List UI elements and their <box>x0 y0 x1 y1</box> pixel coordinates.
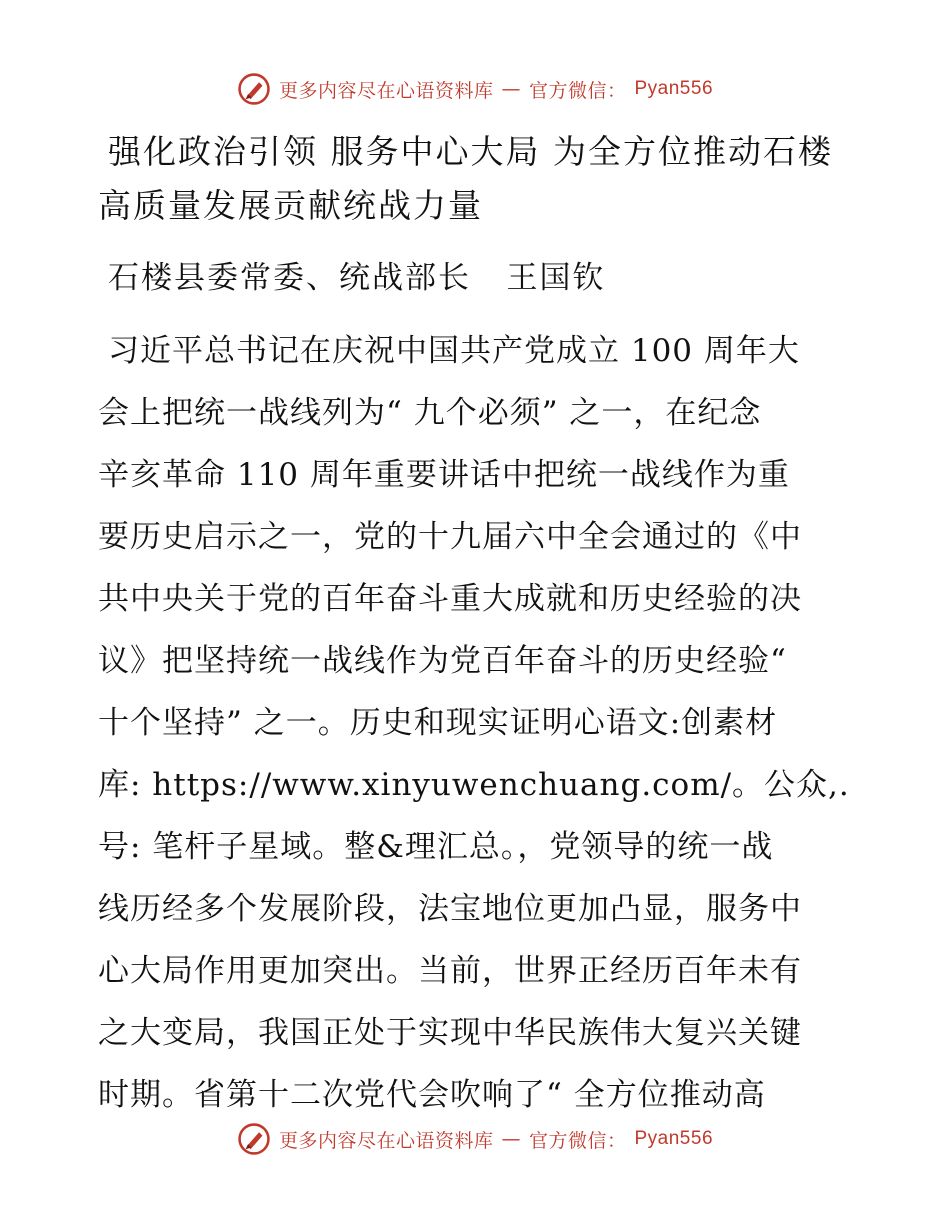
body-line: 号: 笔杆子星域。整&理汇总。，党领导的统一战 <box>98 829 774 865</box>
pen-logo-icon <box>237 1122 271 1156</box>
body-line: 要历史启示之一，党的十九届六中全会通过的《中 <box>98 519 802 555</box>
article-body <box>98 320 858 1126</box>
title-line-1: 强化政治引领 服务中心大局 为全方位推动石楼 <box>108 132 833 171</box>
author-byline: 石楼县委常委、统战部长 王国钦 <box>108 260 606 296</box>
banner-wechat-label: 官方微信： <box>528 79 627 102</box>
header-watermark-banner <box>0 72 950 106</box>
body-line: 十个坚持” 之一。历史和现实证明心语文:创素材 <box>98 705 778 741</box>
title-line-2: 高质量发展贡献统战力量 <box>98 186 483 225</box>
body-line: 习近平总书记在庆祝中国共产党成立 100 周年大 <box>108 333 800 369</box>
body-line: 辛亥革命 110 周年重要讲话中把统一战线作为重 <box>98 457 790 493</box>
body-line: 库: https://www.xinyuwenchuang.com/。公众,. <box>98 767 850 803</box>
banner-text: 更多内容尽在心语资料库 <box>278 1129 494 1152</box>
banner-wechat-label: 官方微信： <box>528 1129 627 1152</box>
body-line: 心大局作用更加突出。当前，世界正经历百年未有 <box>98 953 802 989</box>
article-title <box>98 125 858 233</box>
body-line: 会上把统一战线列为“ 九个必须” 之一，在纪念 <box>98 395 762 431</box>
body-line: 之大变局，我国正处于实现中华民族伟大复兴关键 <box>98 1015 802 1051</box>
footer-watermark-banner <box>0 1122 950 1156</box>
body-line: 时期。省第十二次党代会吹响了“ 全方位推动高 <box>98 1077 766 1113</box>
body-line: 线历经多个发展阶段，法宝地位更加凸显，服务中 <box>98 891 802 927</box>
body-line: 共中央关于党的百年奋斗重大成就和历史经验的决 <box>98 581 802 617</box>
banner-text: 更多内容尽在心语资料库 <box>278 79 494 102</box>
banner-separator: — <box>501 1128 521 1150</box>
banner-wechat-id: Pyan556 <box>634 1128 714 1149</box>
pen-logo-icon <box>237 72 271 106</box>
banner-wechat-id: Pyan556 <box>634 78 714 99</box>
body-line: 议》把坚持统一战线作为党百年奋斗的历史经验“ <box>98 643 787 679</box>
banner-separator: — <box>501 78 521 100</box>
